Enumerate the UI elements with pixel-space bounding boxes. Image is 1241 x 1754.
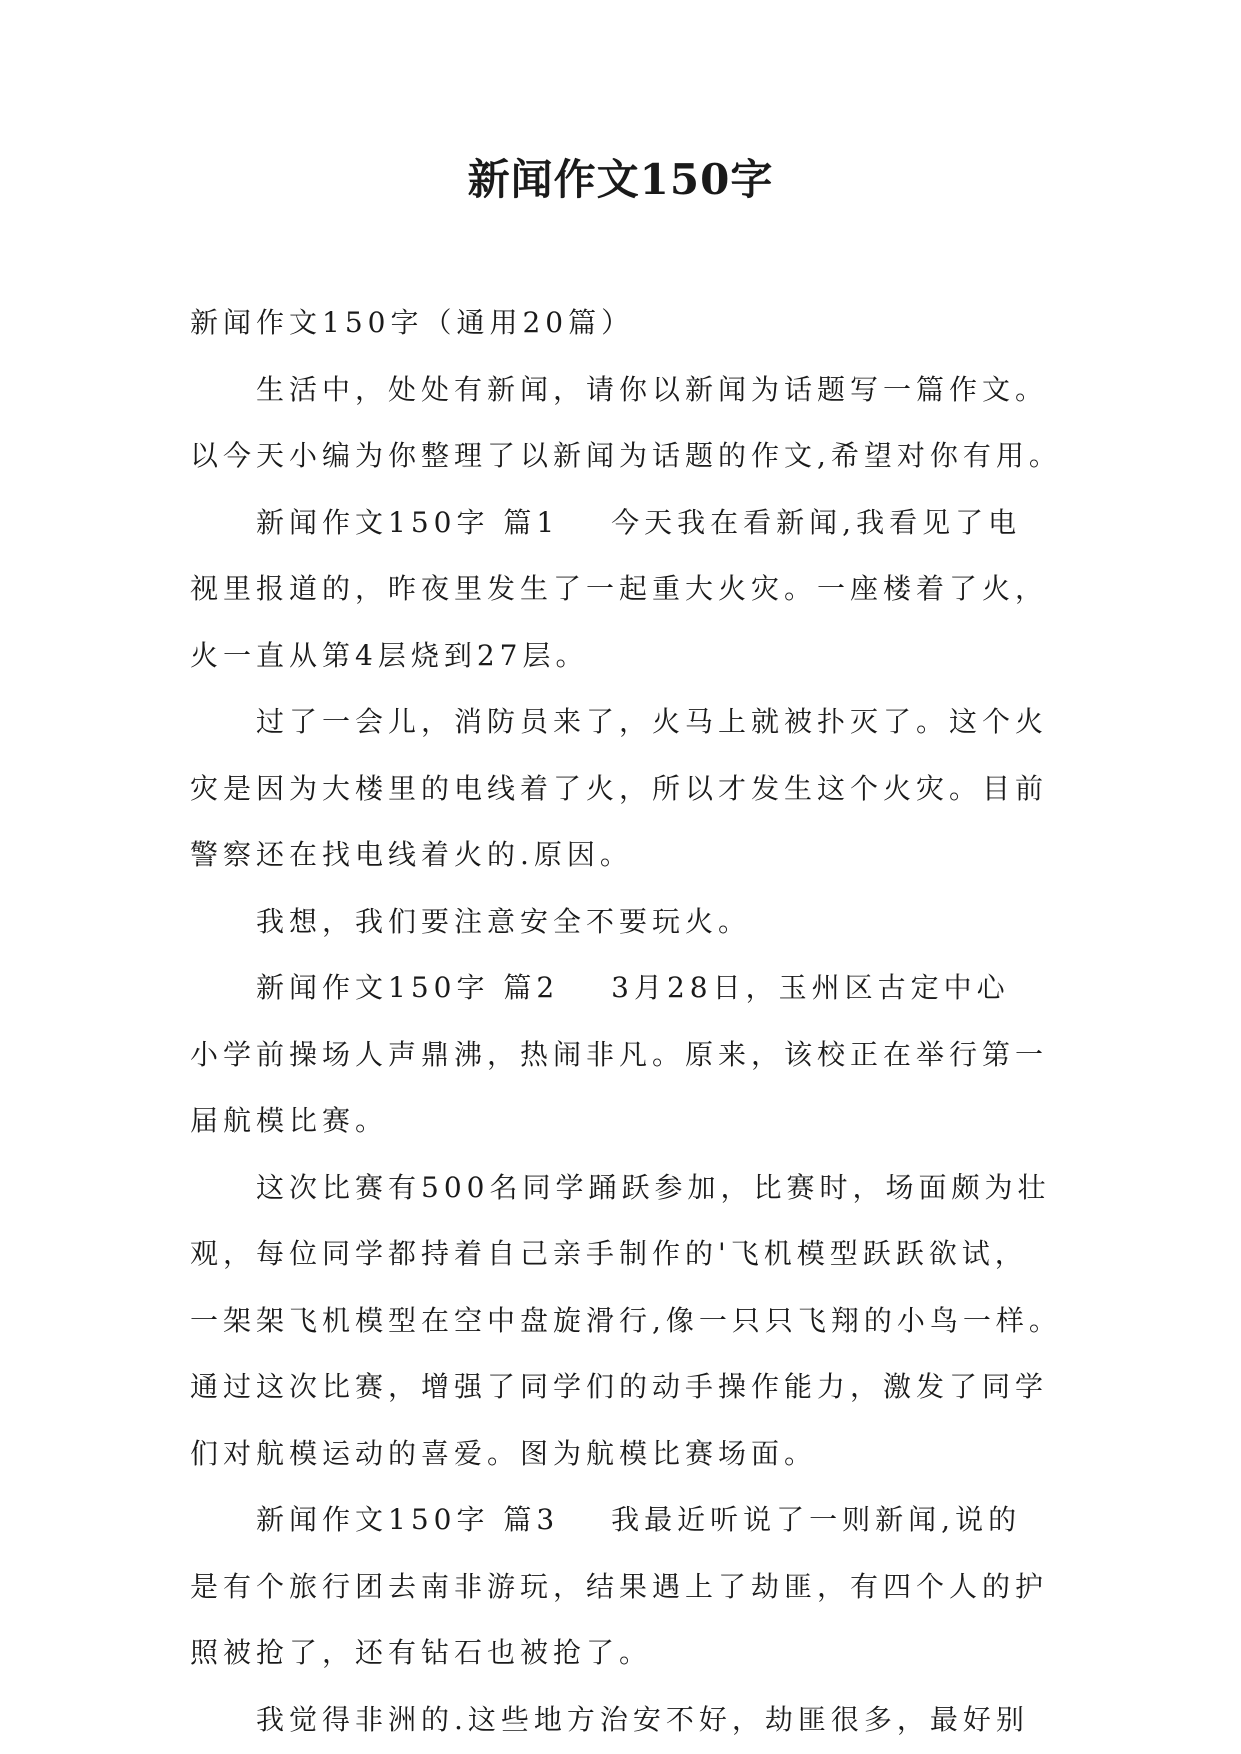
paragraph-line: 火一直从第4层烧到27层。 xyxy=(190,638,589,672)
paragraph-line: 小学前操场人声鼎沸，热闹非凡。原来，该校正在举行第一 xyxy=(190,1037,1049,1071)
paragraph-line: 是有个旅行团去南非游玩，结果遇上了劫匪，有四个人的护 xyxy=(190,1569,1049,1603)
paragraph-line: 生活中，处处有新闻，请你以新闻为话题写一篇作文。 xyxy=(256,372,1049,406)
paragraph-line: 我想，我们要注意安全不要玩火。 xyxy=(256,904,752,938)
paragraph-text: 我最近听说了一则新闻,说的 xyxy=(611,1503,1022,1536)
section-heading: 新闻作文150字 篇3 xyxy=(256,1503,560,1536)
document-subtitle: 新闻作文150字（通用20篇） xyxy=(190,306,635,339)
paragraph-line: 警察还在找电线着火的.原因。 xyxy=(190,838,633,871)
paragraph-line: 一架架飞机模型在空中盘旋滑行,像一只只飞翔的小鸟一样。 xyxy=(190,1303,1062,1337)
paragraph-line: 灾是因为大楼里的电线着了火，所以才发生这个火灾。目前 xyxy=(190,771,1049,805)
paragraph-line: 照被抢了，还有钻石也被抢了。 xyxy=(190,1636,653,1669)
paragraph-text: 今天我在看新闻,我看见了电 xyxy=(611,505,1022,539)
paragraph-line: 这次比赛有500名同学踊跃参加，比赛时，场面颇为壮 xyxy=(256,1170,1051,1204)
paragraph-line: 视里报道的，昨夜里发生了一起重大火灾。一座楼着了火， xyxy=(190,572,1049,605)
paragraph-line: 通过这次比赛，增强了同学们的动手操作能力，激发了同学 xyxy=(190,1370,1049,1403)
paragraph-line: 过了一会儿，消防员来了，火马上就被扑灭了。这个火 xyxy=(256,705,1049,738)
paragraph-line: 届航模比赛。 xyxy=(190,1104,389,1137)
paragraph-text: 3月28日，玉州区古定中心 xyxy=(611,971,1010,1004)
paragraph-line: 我觉得非洲的.这些地方治安不好，劫匪很多，最好别 xyxy=(256,1702,1029,1736)
section-heading-line xyxy=(190,490,1050,557)
section-heading: 新闻作文150字 篇1 xyxy=(256,505,560,539)
document-title: 新闻作文150字 xyxy=(467,155,774,204)
section-heading-line xyxy=(190,955,1050,1022)
section-heading-line xyxy=(190,1487,1050,1554)
paragraph-line: 以今天小编为你整理了以新闻为话题的作文,希望对你有用。 xyxy=(190,439,1062,472)
paragraph-line: 观，每位同学都持着自己亲手制作的'飞机模型跃跃欲试， xyxy=(190,1237,1028,1270)
document-body xyxy=(190,290,1062,1753)
paragraph-line: 们对航模运动的喜爱。图为航模比赛场面。 xyxy=(190,1436,818,1470)
section-heading: 新闻作文150字 篇2 xyxy=(256,971,560,1004)
